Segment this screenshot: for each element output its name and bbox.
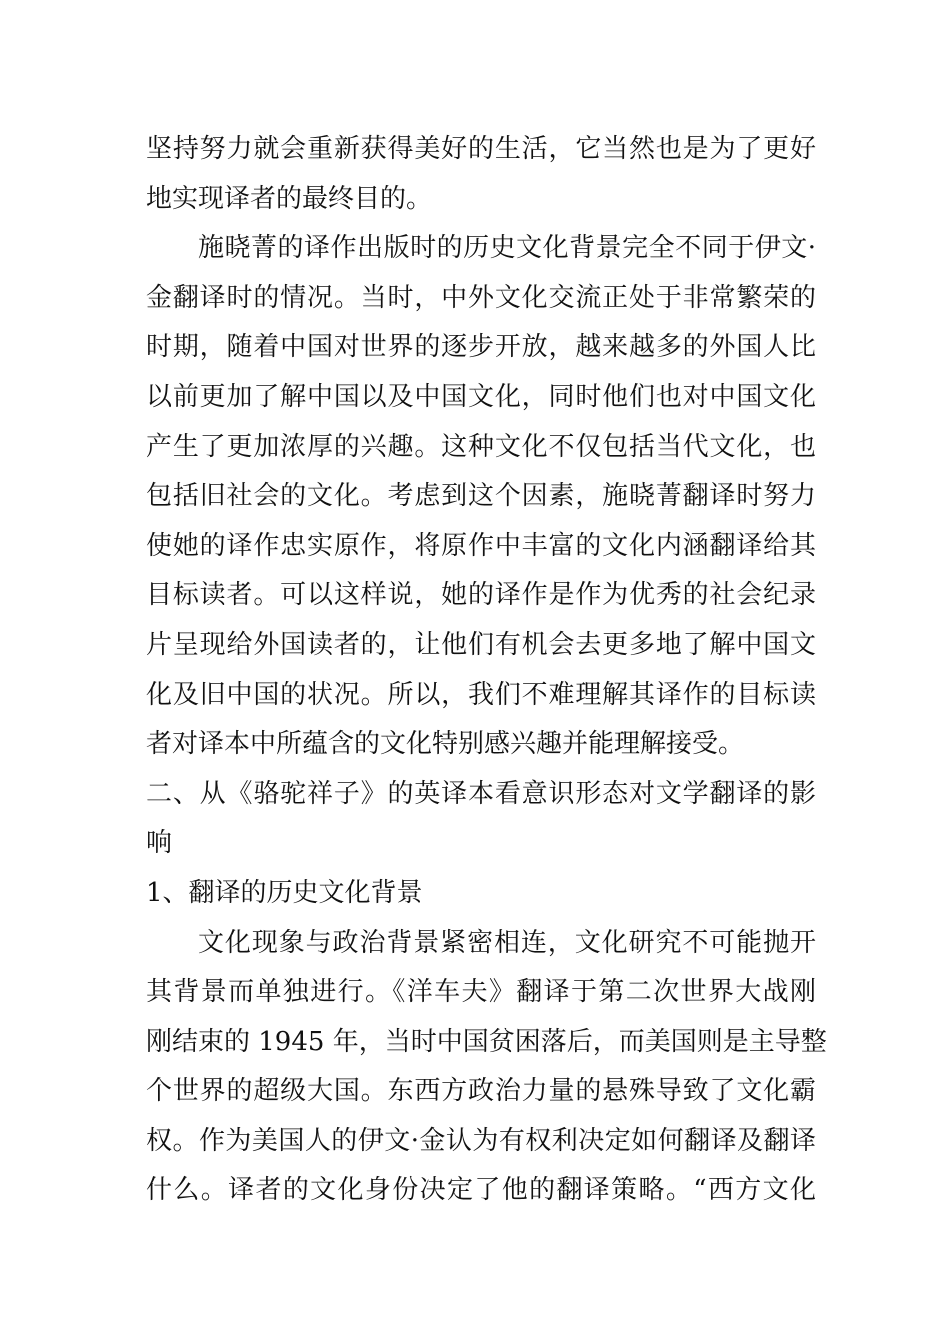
text-line: 地实现译者的最终目的。 <box>146 183 433 214</box>
section-heading-continued: 响 <box>146 828 173 859</box>
section-heading: 二、从《骆驼祥子》的英译本看意识形态对文学翻译的影 <box>146 778 816 809</box>
text-line: 使她的译作忠实原作，将原作中丰富的文化内涵翻译给其 <box>146 530 816 561</box>
text-line: 其背景而单独进行。《洋车夫》翻译于第二次世界大战刚 <box>146 977 816 1008</box>
text-line: 权。作为美国人的伊文·金认为有权利决定如何翻译及翻译 <box>146 1125 816 1156</box>
text-line: 化及旧中国的状况。所以，我们不难理解其译作的目标读 <box>146 679 816 710</box>
subsection-heading: 1、翻译的历史文化背景 <box>146 877 423 908</box>
text-line: 坚持努力就会重新获得美好的生活，它当然也是为了更好 <box>146 134 816 164</box>
text-line: 以前更加了解中国以及中国文化，同时他们也对中国文化 <box>146 381 816 412</box>
body-text <box>146 125 827 1216</box>
text-line: 刚结束的 1945 年，当时中国贫困落后，而美国则是主导整 <box>146 1026 827 1057</box>
paragraph-first-line: 文化现象与政治背景紧密相连，文化研究不可能抛开 <box>198 927 816 958</box>
text-line: 片呈现给外国读者的，让他们有机会去更多地了解中国文 <box>146 629 816 660</box>
text-line: 目标读者。可以这样说，她的译作是作为优秀的社会纪录 <box>146 580 816 611</box>
text-line: 包括旧社会的文化。考虑到这个因素，施晓菁翻译时努力 <box>146 481 816 512</box>
text-line: 什么。译者的文化身份决定了他的翻译策略。“西方文化 <box>146 1175 816 1206</box>
text-line: 时期，随着中国对世界的逐步开放，越来越多的外国人比 <box>146 332 816 363</box>
paragraph-first-line: 施晓菁的译作出版时的历史文化背景完全不同于伊文· <box>198 233 816 264</box>
text-line: 者对译本中所蕴含的文化特别感兴趣并能理解接受。 <box>146 729 745 760</box>
text-line: 个世界的超级大国。东西方政治力量的悬殊导致了文化霸 <box>146 1076 816 1107</box>
text-line: 产生了更加浓厚的兴趣。这种文化不仅包括当代文化，也 <box>146 431 816 462</box>
text-line: 金翻译时的情况。当时，中外文化交流正处于非常繁荣的 <box>146 282 816 313</box>
